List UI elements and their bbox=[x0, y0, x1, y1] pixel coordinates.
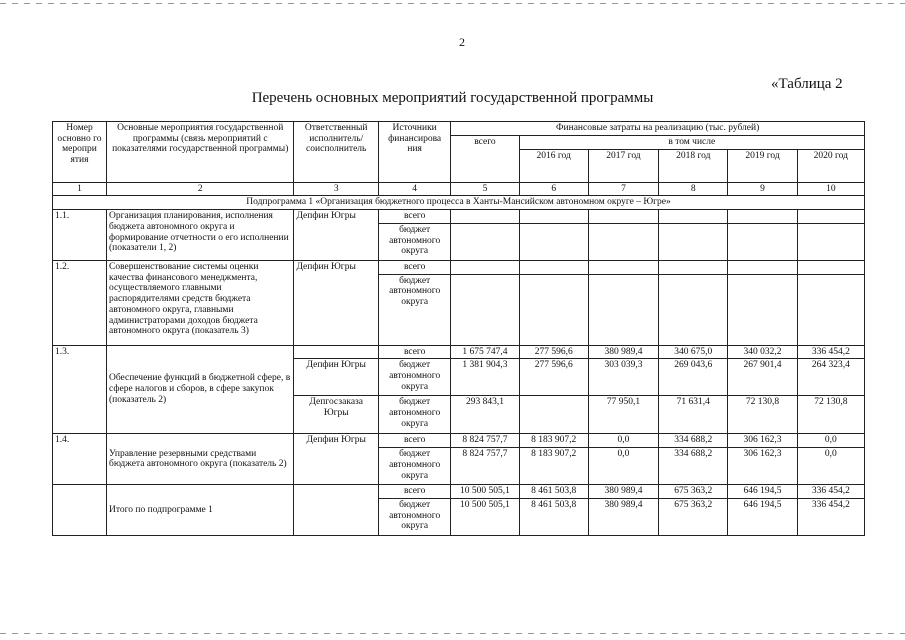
row-number: 1.3. bbox=[53, 345, 107, 434]
value-2018: 675 363,2 bbox=[659, 485, 728, 499]
value-2017: 380 989,4 bbox=[588, 485, 658, 499]
value-2020: 0,0 bbox=[797, 448, 864, 485]
value-2018: 269 043,6 bbox=[659, 359, 728, 396]
value-2018: 340 675,0 bbox=[659, 345, 728, 359]
row-number: 1.4. bbox=[53, 434, 107, 485]
value-2016: 277 596,6 bbox=[519, 345, 588, 359]
activity-name: Организация планирования, исполнения бюджета автономного округа и формирование отчетности о его исполнении (показатели 1, 2) bbox=[106, 210, 293, 261]
value-2016: 8 183 907,2 bbox=[519, 448, 588, 485]
header-year: 2017 год bbox=[588, 149, 658, 182]
source-budget: бюджет автономного округа bbox=[378, 396, 450, 434]
value-2019: 306 162,3 bbox=[728, 434, 797, 448]
header-activities: Основные мероприятия государственной программы (связь мероприятий с показателями государственной программы) bbox=[106, 122, 293, 183]
value-2020: 336 454,2 bbox=[797, 345, 864, 359]
header-including: в том числе bbox=[519, 136, 864, 150]
header-costs: Финансовые затраты на реализацию (тыс. рублей) bbox=[451, 122, 865, 136]
column-number: 5 bbox=[451, 182, 519, 196]
value-2020: 0,0 bbox=[797, 434, 864, 448]
column-number: 9 bbox=[728, 182, 797, 196]
source-budget: бюджет автономного округа bbox=[378, 448, 450, 485]
column-number: 3 bbox=[294, 182, 379, 196]
value-2018: 675 363,2 bbox=[659, 498, 728, 535]
source-total: всего bbox=[378, 345, 450, 359]
header-total: всего bbox=[451, 136, 519, 183]
column-number: 6 bbox=[519, 182, 588, 196]
value-total: 10 500 505,1 bbox=[451, 485, 519, 499]
row-number: 1.2. bbox=[53, 260, 107, 345]
value-total: 1 381 904,3 bbox=[451, 359, 519, 396]
program-activities-table bbox=[52, 121, 865, 536]
source-total: всего bbox=[378, 260, 450, 274]
column-number: 10 bbox=[797, 182, 864, 196]
activity-name: Обеспечение функций в бюджетной сфере, в сфере налогов и сборов, в сфере закупок (показатель 2) bbox=[106, 345, 293, 434]
value-2017: 0,0 bbox=[588, 434, 658, 448]
column-number: 7 bbox=[588, 182, 658, 196]
column-number: 2 bbox=[106, 182, 293, 196]
source-total: всего bbox=[378, 485, 450, 499]
executor: Депфин Югры bbox=[294, 260, 379, 345]
activity-name: Управление резервными средствами бюджета автономного округа (показатель 2) bbox=[106, 434, 293, 485]
executor: Депгосзаказа Югры bbox=[294, 396, 379, 434]
row-number: 1.1. bbox=[53, 210, 107, 261]
value-total: 1 675 747,4 bbox=[451, 345, 519, 359]
value-2017: 380 989,4 bbox=[588, 345, 658, 359]
header-executor: Ответственный исполнитель/ соисполнитель bbox=[294, 122, 379, 183]
value-2019: 306 162,3 bbox=[728, 448, 797, 485]
executor: Депфин Югры bbox=[294, 210, 379, 261]
header-year: 2018 год bbox=[659, 149, 728, 182]
value-2019: 646 194,5 bbox=[728, 485, 797, 499]
column-number: 8 bbox=[659, 182, 728, 196]
value-2020: 336 454,2 bbox=[797, 485, 864, 499]
column-number: 4 bbox=[378, 182, 450, 196]
value-2016: 8 461 503,8 bbox=[519, 485, 588, 499]
scan-edge-bottom bbox=[0, 633, 905, 634]
value-2018: 71 631,4 bbox=[659, 396, 728, 434]
value-2019: 340 032,2 bbox=[728, 345, 797, 359]
value-total: 8 824 757,7 bbox=[451, 448, 519, 485]
header-num: Номер основно го меропри ятия bbox=[53, 122, 107, 183]
value-2020: 264 323,4 bbox=[797, 359, 864, 396]
header-year: 2019 год bbox=[728, 149, 797, 182]
header-year: 2016 год bbox=[519, 149, 588, 182]
value-2019: 72 130,8 bbox=[728, 396, 797, 434]
value-total: 10 500 505,1 bbox=[451, 498, 519, 535]
header-sources: Источники финансирова ния bbox=[378, 122, 450, 183]
page-number: 2 bbox=[459, 35, 465, 49]
scan-edge-top bbox=[0, 3, 905, 4]
value-2017: 77 950,1 bbox=[588, 396, 658, 434]
column-number: 1 bbox=[53, 182, 107, 196]
document-title: Перечень основных мероприятий государственной программы bbox=[251, 90, 654, 106]
value-2017: 0,0 bbox=[588, 448, 658, 485]
executor: Депфин Югры bbox=[294, 434, 379, 485]
source-budget: бюджет автономного округа bbox=[378, 498, 450, 535]
value-2017: 303 039,3 bbox=[588, 359, 658, 396]
value-2018: 334 688,2 bbox=[659, 448, 728, 485]
source-budget: бюджет автономного округа bbox=[378, 223, 450, 260]
value-total: 8 824 757,7 bbox=[451, 434, 519, 448]
value-2019: 646 194,5 bbox=[728, 498, 797, 535]
subtotal-label: Итого по подпрограмме 1 bbox=[106, 485, 293, 536]
header-year: 2020 год bbox=[797, 149, 864, 182]
value-2020: 72 130,8 bbox=[797, 396, 864, 434]
value-2016: 8 183 907,2 bbox=[519, 434, 588, 448]
source-total: всего bbox=[378, 434, 450, 448]
value-2020: 336 454,2 bbox=[797, 498, 864, 535]
value-2016: 8 461 503,8 bbox=[519, 498, 588, 535]
value-2018: 334 688,2 bbox=[659, 434, 728, 448]
activity-name: Совершенствование системы оценки качества финансового менеджмента, осуществляемого главными распорядителями средств бюджета автономного округа, главными администраторами доходов бюджета автономного округа (показатель 3) bbox=[106, 260, 293, 345]
value-total: 293 843,1 bbox=[451, 396, 519, 434]
executor: Депфин Югры bbox=[294, 359, 379, 396]
table-label: «Таблица 2 bbox=[771, 76, 843, 92]
subprogram-title: Подпрограмма 1 «Организация бюджетного процесса в Ханты-Мансийском автономном округе – Югре» bbox=[53, 196, 865, 210]
value-2016: 277 596,6 bbox=[519, 359, 588, 396]
value-2017: 380 989,4 bbox=[588, 498, 658, 535]
source-budget: бюджет автономного округа bbox=[378, 274, 450, 345]
source-total: всего bbox=[378, 210, 450, 224]
value-2016 bbox=[519, 396, 588, 434]
source-budget: бюджет автономного округа bbox=[378, 359, 450, 396]
value-2019: 267 901,4 bbox=[728, 359, 797, 396]
